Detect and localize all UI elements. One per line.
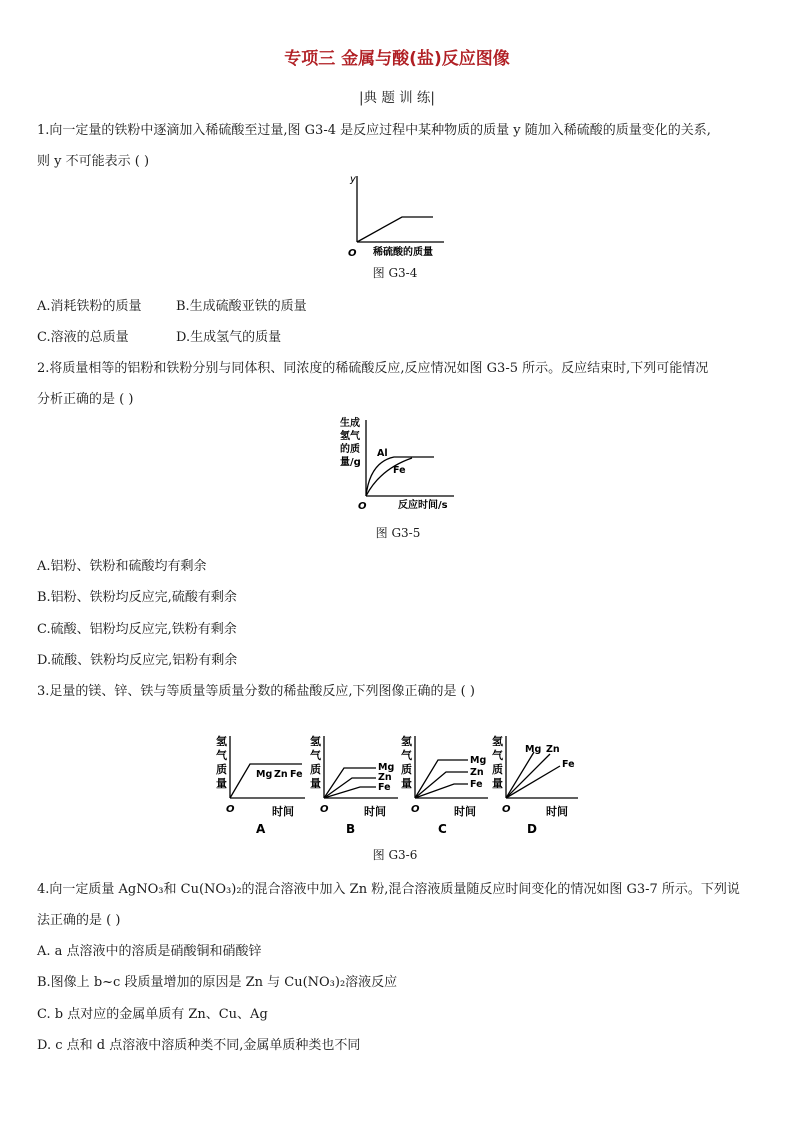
q1-stem-line1: 1.向一定量的铁粉中逐滴加入稀硫酸至过量,图 G3-4 是反应过程中某种物质的质量 y 随加入稀硫酸的质量变化的关系, bbox=[37, 123, 711, 138]
panel-label-b: B bbox=[346, 822, 356, 836]
q4-stem-line1: 4.向一定质量 AgNO₃和 Cu(NO₃)₂的混合溶液中加入 Zn 粉,混合溶液质量随反应时间变化的情况如图 G3-7 所示。下列说 bbox=[37, 882, 740, 897]
label-mg: Mg bbox=[256, 769, 273, 780]
q4-option-c: C. b 点对应的金属单质有 Zn、Cu、Ag bbox=[37, 1007, 268, 1022]
curve-y bbox=[357, 217, 433, 242]
y-label-char2: 气 bbox=[401, 749, 412, 762]
label-fe: Fe bbox=[290, 769, 303, 780]
y-label-char4: 量 bbox=[401, 777, 412, 790]
y-axis-label-line3: 的质 bbox=[340, 444, 360, 455]
label-fe: Fe bbox=[562, 759, 575, 770]
panel-label-c: C bbox=[438, 822, 447, 836]
q4-option-a: A. a 点溶液中的溶质是硝酸铜和硝酸锌 bbox=[37, 944, 262, 959]
origin-label: O bbox=[411, 804, 420, 815]
x-axis-label: 稀硫酸的质量 bbox=[373, 247, 433, 258]
figure-g3-4 bbox=[340, 170, 450, 262]
q4-option-b: B.图像上 b~c 段质量增加的原因是 Zn 与 Cu(NO₃)₂溶液反应 bbox=[37, 975, 398, 990]
y-axis-label-line4: 量/g bbox=[340, 457, 361, 468]
panel-a bbox=[216, 734, 305, 836]
y-label-char4: 量 bbox=[310, 777, 321, 790]
y-label-char4: 量 bbox=[492, 777, 503, 790]
y-label-char2: 气 bbox=[310, 749, 321, 762]
q3-stem: 3.足量的镁、锌、铁与等质量等质量分数的稀盐酸反应,下列图像正确的是 ( ) bbox=[37, 684, 475, 699]
y-label-char3: 质 bbox=[401, 763, 412, 776]
curve-fe bbox=[366, 458, 412, 496]
series-label-fe: Fe bbox=[393, 465, 406, 476]
y-label-char1: 氢 bbox=[216, 735, 227, 748]
label-mg: Mg bbox=[470, 755, 487, 766]
origin-label: O bbox=[226, 804, 235, 815]
x-axis-label: 时间 bbox=[364, 805, 386, 818]
origin-label: O bbox=[348, 248, 357, 259]
label-zn: Zn bbox=[274, 769, 288, 780]
y-label-char3: 质 bbox=[310, 763, 321, 776]
label-mg: Mg bbox=[525, 744, 542, 755]
y-label-char1: 氢 bbox=[401, 735, 412, 748]
y-label-char3: 质 bbox=[492, 763, 503, 776]
q1-option-a: A.消耗铁粉的质量 bbox=[37, 299, 142, 314]
label-fe: Fe bbox=[378, 782, 391, 793]
q2-stem-line2: 分析正确的是 ( ) bbox=[37, 392, 134, 407]
q1-option-c: C.溶液的总质量 bbox=[37, 330, 129, 345]
y-label-char2: 气 bbox=[216, 749, 227, 762]
origin-label: O bbox=[502, 804, 511, 815]
panel-label-a: A bbox=[256, 822, 266, 836]
y-axis-label-line2: 氢气 bbox=[340, 431, 360, 442]
figure-g3-5 bbox=[336, 414, 460, 514]
y-axis-label: y bbox=[350, 174, 356, 185]
curve-mg bbox=[324, 768, 376, 798]
q1-stem-line2: 则 y 不可能表示 ( ) bbox=[37, 154, 150, 169]
figure-g3-6 bbox=[200, 730, 584, 842]
panel-d bbox=[492, 734, 578, 836]
q2-option-d: D.硫酸、铁粉均反应完,铝粉有剩余 bbox=[37, 653, 238, 668]
y-label-char1: 氢 bbox=[310, 735, 321, 748]
q1-option-d: D.生成氢气的质量 bbox=[176, 330, 282, 345]
curve-mg bbox=[415, 760, 468, 798]
page-title: 专项三 金属与酸(盐)反应图像 bbox=[284, 49, 510, 69]
q2-option-b: B.铝粉、铁粉均反应完,硫酸有剩余 bbox=[37, 590, 237, 605]
q2-stem-line1: 2.将质量相等的铝粉和铁粉分别与同体积、同浓度的稀硫酸反应,反应情况如图 G3-5 所示。反应结束时,下列可能情况 bbox=[37, 361, 709, 376]
label-zn: Zn bbox=[378, 772, 392, 783]
origin-label: O bbox=[358, 501, 367, 512]
x-axis-label: 时间 bbox=[272, 805, 294, 818]
y-label-char4: 量 bbox=[216, 777, 227, 790]
x-axis-label: 反应时间/s bbox=[398, 500, 448, 511]
section-heading: |典 题 训 练| bbox=[359, 90, 435, 106]
panel-b bbox=[310, 734, 398, 836]
figure-caption-g3-5: 图 G3-5 bbox=[375, 526, 421, 540]
panel-c bbox=[401, 734, 488, 836]
series-label-al: Al bbox=[377, 448, 388, 459]
label-zn: Zn bbox=[470, 767, 484, 778]
y-label-char2: 气 bbox=[492, 749, 503, 762]
q2-option-a: A.铝粉、铁粉和硫酸均有剩余 bbox=[37, 559, 207, 574]
y-label-char1: 氢 bbox=[492, 735, 503, 748]
origin-label: O bbox=[320, 804, 329, 815]
figure-caption-g3-4: 图 G3-4 bbox=[372, 266, 418, 280]
q4-stem-line2: 法正确的是 ( ) bbox=[37, 913, 121, 928]
panel-label-d: D bbox=[527, 822, 537, 836]
y-axis-label-line1: 生成 bbox=[340, 418, 360, 429]
label-mg: Mg bbox=[378, 762, 395, 773]
y-label-char3: 质 bbox=[216, 763, 227, 776]
q4-option-d: D. c 点和 d 点溶液中溶质种类不同,金属单质种类也不同 bbox=[37, 1038, 361, 1053]
figure-caption-g3-6: 图 G3-6 bbox=[372, 848, 418, 862]
q2-option-c: C.硫酸、铝粉均反应完,铁粉有剩余 bbox=[37, 622, 237, 637]
x-axis-label: 时间 bbox=[546, 805, 568, 818]
label-zn: Zn bbox=[546, 744, 560, 755]
label-fe: Fe bbox=[470, 779, 483, 790]
x-axis-label: 时间 bbox=[454, 805, 476, 818]
q1-option-b: B.生成硫酸亚铁的质量 bbox=[176, 299, 307, 314]
